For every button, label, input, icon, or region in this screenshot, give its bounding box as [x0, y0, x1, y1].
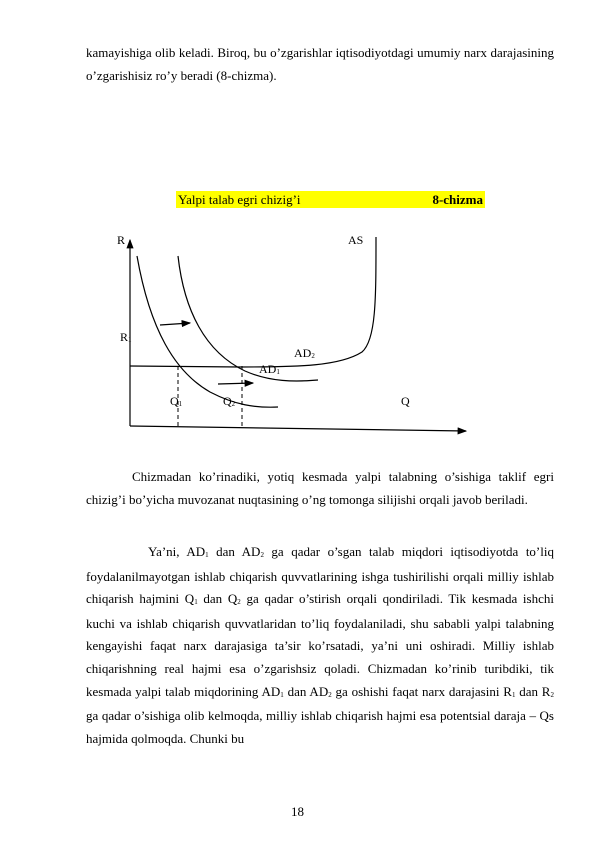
q1-label: $Q_1$ [170, 394, 183, 408]
paragraph-analysis: Ya’ni, $AD_1$ dan $AD_2$ ga qadar o’sgan talab miqdori iqtisodiyotda to’liq foydalanilmayotgan ishlab chiqarish quvvatlarining ishga tushirilishi orqali milliy ishlab chiqarish hajmini $Q_1$ dan $Q_2$ ga qadar o’stirish orqali qondiriladi. Tik kesmada ishchi kuchi va ishlab chiqarish quvvatlaridan to’liq foydalaniladi, shu sababli yalpi talabning kengayishi faqat narx darajasiga ta’sir ko’rsatadi, ya’ni uni oshiradi. Milliy ishlab chiqarishning real hajmi esa o’zgarishsiz qoladi. Chizmadan ko’rinib turibdiki, tik kesmada yalpi talab miqdorining $AD_1$ dan $AD_2$ ga oshishi faqat narx darajasini $R_1$ dan $R_2$ ga qadar o’sishiga olib kelmoqda, milliy ishlab chiqarish hajmi esa potentsial daraja – Qs hajmida qolmoqda. Chunki bu [86, 544, 554, 746]
ad2-label: $AD_2$ [294, 346, 315, 360]
shift-arrow-upper [160, 323, 190, 325]
r1-label: $R_1$ [120, 330, 132, 344]
y-axis-label: R [117, 233, 126, 247]
page-number: 18 [291, 804, 304, 819]
shift-arrow-lower [218, 383, 253, 384]
paragraph-explanation: Chizmadan ko’rinadiki, yotiq kesmada yalpi talabning o’sishiga taklif egri chizig’i bo’yicha muvozanat nuqtasining o’ng tomonga silijishi orqali javob beriladi. [86, 469, 554, 507]
ad2-curve [178, 256, 318, 381]
x-axis-label: Q [401, 394, 410, 408]
ad1-label: $AD_1$ [259, 362, 280, 376]
figure-number: 8-chizma [432, 192, 483, 207]
as-label: AS [348, 233, 364, 247]
x-axis [130, 426, 466, 431]
ad1-curve [137, 256, 278, 407]
paragraph-intro: kamayishiga olib keladi. Biroq, bu o’zgarishlar iqtisodiyotdagi umumiy narx darajasining o’zgarishisiz ro’y beradi (8-chizma). [86, 45, 554, 83]
q2-label: $Q_2$ [223, 394, 236, 408]
figure-title: Yalpi talab egri chizig’i [178, 192, 301, 207]
